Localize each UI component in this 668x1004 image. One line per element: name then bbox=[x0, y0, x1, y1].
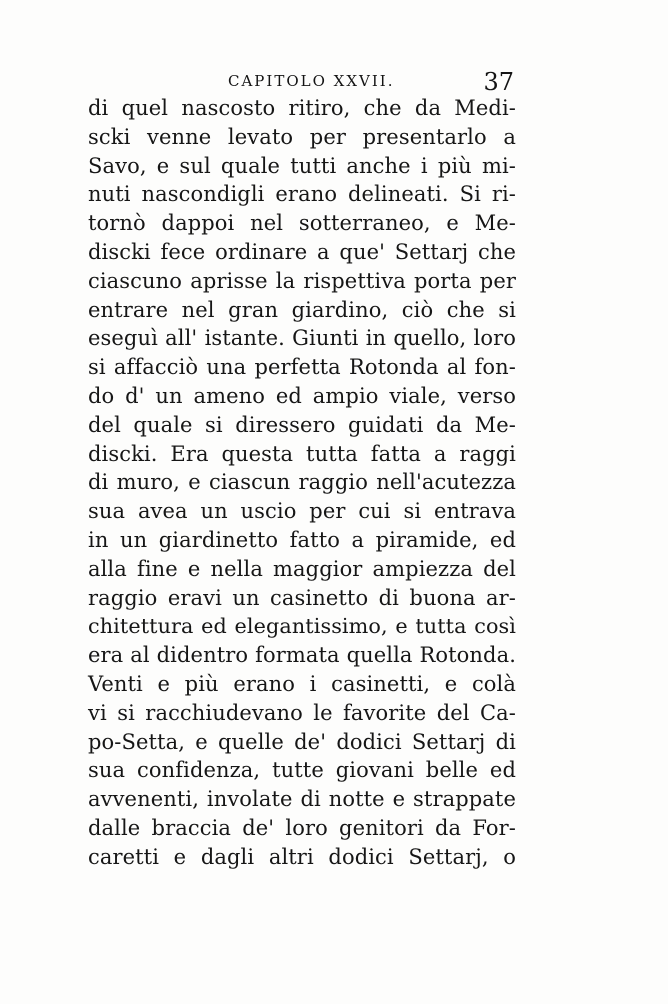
body-text bbox=[88, 94, 516, 872]
text-line: tornò dappoi nel sotterraneo, e Me- bbox=[88, 211, 516, 236]
text-line: di quel nascosto ritiro, che da Medi- bbox=[88, 96, 516, 120]
text-line: alla fine e nella maggior ampiezza del bbox=[88, 556, 516, 581]
text-line: caretti e dagli altri dodici Settarj, o bbox=[88, 844, 516, 869]
text-line: chitettura ed elegantissimo, e tutta così bbox=[88, 614, 516, 639]
text-line: vi si racchiudevano le favorite del Ca- bbox=[88, 700, 516, 725]
text-line: era al didentro formata quella Rotonda. bbox=[88, 643, 516, 668]
text-line: in un giardinetto fatto a piramide, ed bbox=[88, 527, 516, 552]
text-line: raggio eravi un casinetto di buona ar- bbox=[88, 585, 516, 610]
text-line: nuti nascondigli erano delineati. Si ri- bbox=[88, 182, 516, 207]
text-line: Venti e più erano i casinetti, e colà bbox=[88, 671, 516, 696]
text-line: Savo, e sul quale tutti anche i più mi- bbox=[88, 153, 516, 178]
text-line: si affacciò una perfetta Rotonda al fon- bbox=[88, 355, 516, 380]
text-line: sua avea un uscio per cui si entrava bbox=[88, 499, 516, 524]
text-line: discki fece ordinare a que' Settarj che bbox=[88, 239, 516, 264]
text-line: do d' un ameno ed ampio viale, verso bbox=[88, 383, 516, 408]
text-line: sua confidenza, tutte giovani belle ed bbox=[88, 758, 516, 783]
text-line: di muro, e ciascun raggio nell'acutezza bbox=[88, 470, 516, 495]
text-line: discki. Era questa tutta fatta a raggi bbox=[88, 441, 516, 466]
running-title: CAPITOLO XXVII. bbox=[228, 72, 395, 90]
text-line: eseguì all' istante. Giunti in quello, loro bbox=[88, 326, 516, 351]
text-line: del quale si diressero guidati da Me- bbox=[88, 412, 516, 437]
text-line: ciascuno aprisse la rispettiva porta per bbox=[88, 268, 516, 293]
text-line: po-Setta, e quelle de' dodici Settarj di bbox=[88, 729, 516, 754]
text-line: avvenenti, involate di notte e strappate bbox=[88, 787, 516, 812]
page-number: 37 bbox=[483, 68, 514, 96]
text-line: dalle braccia de' loro genitori da For- bbox=[88, 815, 516, 840]
text-line: entrare nel gran giardino, ciò che si bbox=[88, 297, 516, 322]
text-line: scki venne levato per presentarlo a bbox=[88, 124, 516, 149]
